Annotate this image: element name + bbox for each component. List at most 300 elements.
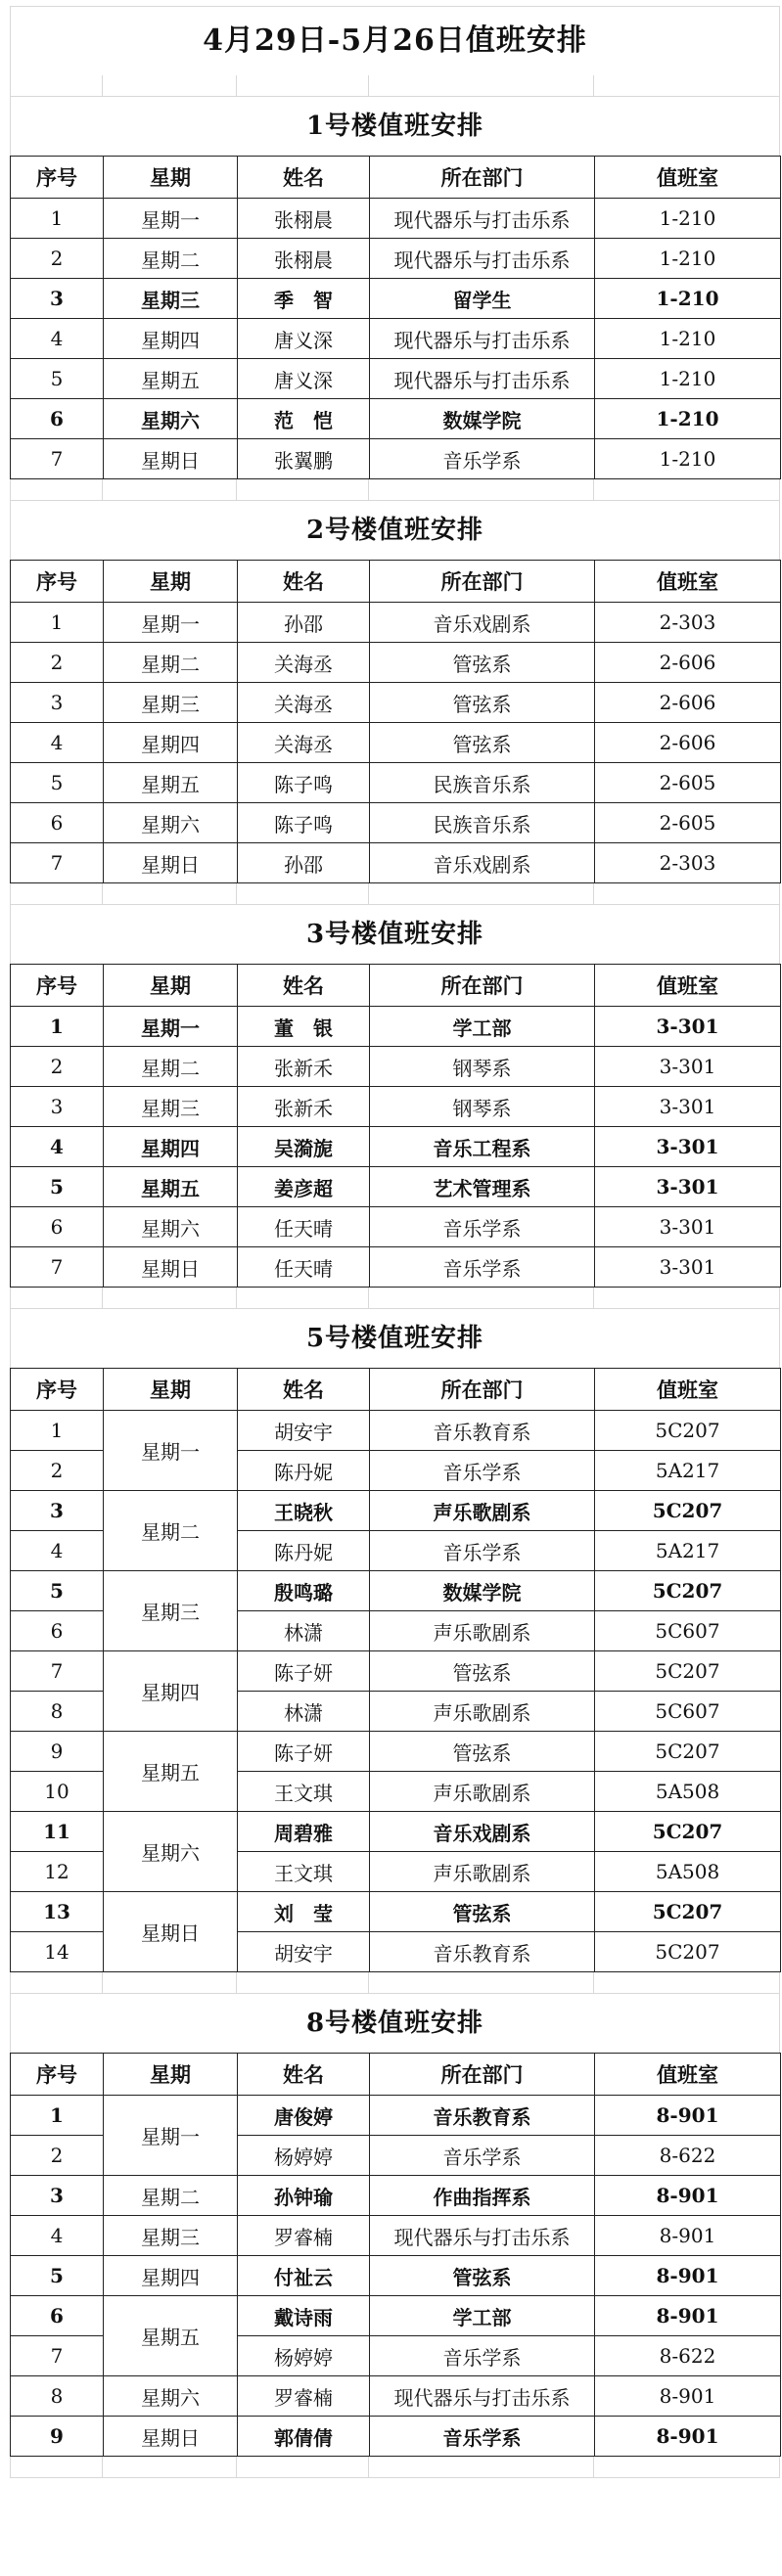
cell-department: 民族音乐系 — [370, 803, 595, 843]
header-index: 序号 — [11, 157, 104, 199]
cell-weekday: 星期日 — [104, 1247, 238, 1288]
cell-index: 10 — [11, 1772, 104, 1812]
cell-index: 9 — [11, 1732, 104, 1772]
table-row — [11, 1247, 781, 1288]
cell-name: 刘 莹 — [238, 1892, 370, 1932]
cell-name: 范 恺 — [238, 399, 370, 439]
table-header-row — [11, 157, 781, 199]
cell-department: 音乐戏剧系 — [370, 603, 595, 643]
cell-name: 任天晴 — [238, 1247, 370, 1288]
cell-duty-room: 2-605 — [595, 803, 781, 843]
cell-department: 音乐学系 — [370, 1451, 595, 1491]
cell-index: 4 — [11, 319, 104, 359]
cell-duty-room: 8-622 — [595, 2336, 781, 2376]
cell-department: 音乐工程系 — [370, 1127, 595, 1167]
cell-duty-room: 3-301 — [595, 1007, 781, 1047]
cell-department: 音乐学系 — [370, 2336, 595, 2376]
cell-department: 现代器乐与打击乐系 — [370, 2216, 595, 2256]
cell-department: 数媒学院 — [370, 1571, 595, 1611]
cell-name: 孙邵 — [238, 603, 370, 643]
table-header-row — [11, 2054, 781, 2096]
spacer-cell — [369, 75, 594, 97]
cell-index: 14 — [11, 1932, 104, 1972]
cell-weekday: 星期日 — [104, 1892, 238, 1972]
header-index: 序号 — [11, 2054, 104, 2096]
cell-name: 杨婷婷 — [238, 2336, 370, 2376]
cell-duty-room: 5A217 — [595, 1451, 781, 1491]
table-header-row — [11, 561, 781, 603]
cell-index: 8 — [11, 1692, 104, 1732]
table-row — [11, 319, 781, 359]
spacer-cell — [103, 883, 237, 905]
cell-index: 3 — [11, 1087, 104, 1127]
cell-duty-room: 1-210 — [595, 399, 781, 439]
cell-department: 音乐教育系 — [370, 1411, 595, 1451]
cell-weekday: 星期三 — [104, 1571, 238, 1651]
cell-name: 季 智 — [238, 279, 370, 319]
cell-name: 唐义深 — [238, 359, 370, 399]
cell-index: 4 — [11, 1531, 104, 1571]
cell-index: 6 — [11, 1611, 104, 1651]
table-row — [11, 2417, 781, 2457]
cell-duty-room: 2-605 — [595, 763, 781, 803]
table-row — [11, 399, 781, 439]
cell-duty-room: 2-303 — [595, 603, 781, 643]
cell-duty-room: 5C207 — [595, 1932, 781, 1972]
spacer-cell — [10, 1288, 103, 1309]
spacer-cell — [10, 883, 103, 905]
table-row — [11, 1892, 781, 1932]
cell-duty-room: 8-901 — [595, 2216, 781, 2256]
table-row — [11, 1167, 781, 1207]
table-row — [11, 1812, 781, 1852]
page-title: 4月29日-5月26日值班安排 — [10, 6, 780, 75]
table-row — [11, 2176, 781, 2216]
cell-department: 管弦系 — [370, 723, 595, 763]
spacer-cell — [10, 75, 103, 97]
header-weekday: 星期 — [104, 157, 238, 199]
cell-duty-room: 8-901 — [595, 2296, 781, 2336]
cell-index: 3 — [11, 683, 104, 723]
cell-department: 声乐歌剧系 — [370, 1611, 595, 1651]
section-spacer — [10, 479, 780, 501]
spacer-cell — [369, 2457, 594, 2478]
header-name: 姓名 — [238, 1369, 370, 1411]
table-row — [11, 723, 781, 763]
duty-schedule-sheet — [10, 6, 780, 2478]
building-section — [10, 1309, 780, 1994]
cell-department: 现代器乐与打击乐系 — [370, 2376, 595, 2417]
spacer-cell — [10, 2457, 103, 2478]
cell-department: 现代器乐与打击乐系 — [370, 239, 595, 279]
spacer-cell — [103, 1288, 237, 1309]
table-row — [11, 1047, 781, 1087]
cell-department: 作曲指挥系 — [370, 2176, 595, 2216]
cell-department: 现代器乐与打击乐系 — [370, 359, 595, 399]
cell-name: 罗睿楠 — [238, 2376, 370, 2417]
section-title: 8号楼值班安排 — [10, 1994, 780, 2053]
cell-index: 6 — [11, 1207, 104, 1247]
cell-department: 管弦系 — [370, 2256, 595, 2296]
cell-name: 王文琪 — [238, 1772, 370, 1812]
cell-name: 杨婷婷 — [238, 2136, 370, 2176]
cell-index: 7 — [11, 439, 104, 479]
cell-index: 7 — [11, 1651, 104, 1692]
cell-weekday: 星期三 — [104, 2216, 238, 2256]
section-title: 3号楼值班安排 — [10, 905, 780, 964]
cell-name: 陈丹妮 — [238, 1531, 370, 1571]
cell-index: 12 — [11, 1852, 104, 1892]
cell-duty-room: 3-301 — [595, 1127, 781, 1167]
cell-index: 1 — [11, 1007, 104, 1047]
cell-duty-room: 5C207 — [595, 1812, 781, 1852]
table-row — [11, 359, 781, 399]
cell-department: 音乐戏剧系 — [370, 1812, 595, 1852]
cell-name: 陈子鸣 — [238, 763, 370, 803]
header-department: 所在部门 — [370, 2054, 595, 2096]
cell-index: 1 — [11, 2096, 104, 2136]
cell-name: 张翼鹏 — [238, 439, 370, 479]
title-spacer — [10, 75, 780, 97]
cell-duty-room: 3-301 — [595, 1247, 781, 1288]
cell-name: 王文琪 — [238, 1852, 370, 1892]
cell-index: 4 — [11, 723, 104, 763]
header-department: 所在部门 — [370, 157, 595, 199]
cell-name: 张栩晨 — [238, 199, 370, 239]
cell-department: 声乐歌剧系 — [370, 1772, 595, 1812]
cell-department: 民族音乐系 — [370, 763, 595, 803]
cell-name: 关海丞 — [238, 723, 370, 763]
cell-department: 学工部 — [370, 2296, 595, 2336]
cell-name: 关海丞 — [238, 683, 370, 723]
header-name: 姓名 — [238, 157, 370, 199]
cell-index: 6 — [11, 2296, 104, 2336]
sections-container — [10, 75, 780, 2478]
cell-weekday: 星期二 — [104, 1047, 238, 1087]
table-row — [11, 763, 781, 803]
header-duty-room: 值班室 — [595, 157, 781, 199]
cell-weekday: 星期五 — [104, 1167, 238, 1207]
cell-weekday: 星期一 — [104, 199, 238, 239]
table-row — [11, 2376, 781, 2417]
duty-table — [10, 964, 781, 1288]
cell-department: 现代器乐与打击乐系 — [370, 199, 595, 239]
section-title: 1号楼值班安排 — [10, 97, 780, 156]
section-spacer — [10, 2457, 780, 2478]
header-department: 所在部门 — [370, 1369, 595, 1411]
cell-duty-room: 2-606 — [595, 643, 781, 683]
cell-department: 管弦系 — [370, 643, 595, 683]
cell-weekday: 星期二 — [104, 1491, 238, 1571]
cell-index: 3 — [11, 2176, 104, 2216]
cell-name: 郭倩倩 — [238, 2417, 370, 2457]
cell-department: 音乐学系 — [370, 1247, 595, 1288]
cell-name: 唐俊婷 — [238, 2096, 370, 2136]
cell-duty-room: 8-901 — [595, 2376, 781, 2417]
cell-weekday: 星期一 — [104, 1411, 238, 1491]
cell-weekday: 星期五 — [104, 359, 238, 399]
cell-department: 音乐学系 — [370, 439, 595, 479]
cell-duty-room: 2-606 — [595, 723, 781, 763]
building-section — [10, 1994, 780, 2478]
cell-index: 4 — [11, 1127, 104, 1167]
cell-weekday: 星期五 — [104, 763, 238, 803]
cell-index: 3 — [11, 1491, 104, 1531]
cell-duty-room: 8-901 — [595, 2176, 781, 2216]
table-row — [11, 239, 781, 279]
cell-duty-room: 1-210 — [595, 279, 781, 319]
cell-name: 胡安宇 — [238, 1932, 370, 1972]
table-header-row — [11, 965, 781, 1007]
table-row — [11, 1207, 781, 1247]
cell-department: 钢琴系 — [370, 1047, 595, 1087]
spacer-cell — [10, 1972, 103, 1994]
cell-index: 2 — [11, 2136, 104, 2176]
cell-department: 音乐戏剧系 — [370, 843, 595, 883]
table-row — [11, 279, 781, 319]
spacer-cell — [369, 1972, 594, 1994]
table-row — [11, 683, 781, 723]
cell-weekday: 星期六 — [104, 2376, 238, 2417]
cell-department: 管弦系 — [370, 1892, 595, 1932]
building-section — [10, 75, 780, 501]
cell-weekday: 星期日 — [104, 2417, 238, 2457]
duty-table — [10, 1368, 781, 1972]
cell-name: 董 银 — [238, 1007, 370, 1047]
cell-index: 3 — [11, 279, 104, 319]
cell-weekday: 星期四 — [104, 723, 238, 763]
cell-department: 学工部 — [370, 1007, 595, 1047]
cell-name: 张新禾 — [238, 1047, 370, 1087]
cell-weekday: 星期四 — [104, 1651, 238, 1732]
cell-duty-room: 3-301 — [595, 1207, 781, 1247]
header-weekday: 星期 — [104, 1369, 238, 1411]
cell-weekday: 星期四 — [104, 1127, 238, 1167]
cell-name: 张栩晨 — [238, 239, 370, 279]
spacer-cell — [237, 479, 369, 501]
cell-weekday: 星期四 — [104, 2256, 238, 2296]
cell-weekday: 星期一 — [104, 2096, 238, 2176]
table-row — [11, 803, 781, 843]
spacer-cell — [103, 479, 237, 501]
cell-name: 任天晴 — [238, 1207, 370, 1247]
cell-duty-room: 5A217 — [595, 1531, 781, 1571]
spacer-cell — [594, 479, 780, 501]
spacer-cell — [237, 883, 369, 905]
cell-name: 罗睿楠 — [238, 2216, 370, 2256]
header-weekday: 星期 — [104, 2054, 238, 2096]
cell-name: 林潇 — [238, 1692, 370, 1732]
spacer-cell — [237, 1972, 369, 1994]
cell-duty-room: 1-210 — [595, 359, 781, 399]
cell-name: 吴漪旎 — [238, 1127, 370, 1167]
cell-duty-room: 5C207 — [595, 1571, 781, 1611]
table-row — [11, 843, 781, 883]
table-row — [11, 1651, 781, 1692]
cell-index: 7 — [11, 1247, 104, 1288]
header-index: 序号 — [11, 561, 104, 603]
building-section — [10, 501, 780, 905]
cell-index: 11 — [11, 1812, 104, 1852]
header-index: 序号 — [11, 1369, 104, 1411]
cell-index: 13 — [11, 1892, 104, 1932]
cell-weekday: 星期六 — [104, 803, 238, 843]
cell-duty-room: 2-606 — [595, 683, 781, 723]
table-row — [11, 1732, 781, 1772]
cell-index: 2 — [11, 239, 104, 279]
cell-weekday: 星期二 — [104, 239, 238, 279]
header-weekday: 星期 — [104, 561, 238, 603]
cell-department: 音乐学系 — [370, 2136, 595, 2176]
section-spacer — [10, 1288, 780, 1309]
cell-index: 1 — [11, 1411, 104, 1451]
cell-name: 林潇 — [238, 1611, 370, 1651]
cell-department: 音乐教育系 — [370, 2096, 595, 2136]
cell-department: 音乐教育系 — [370, 1932, 595, 1972]
cell-department: 管弦系 — [370, 1651, 595, 1692]
cell-department: 现代器乐与打击乐系 — [370, 319, 595, 359]
spacer-cell — [594, 2457, 780, 2478]
cell-weekday: 星期六 — [104, 1812, 238, 1892]
spacer-cell — [237, 75, 369, 97]
cell-duty-room: 8-622 — [595, 2136, 781, 2176]
spacer-cell — [103, 1972, 237, 1994]
spacer-cell — [237, 2457, 369, 2478]
table-header-row — [11, 1369, 781, 1411]
section-title: 2号楼值班安排 — [10, 501, 780, 560]
cell-department: 管弦系 — [370, 683, 595, 723]
header-name: 姓名 — [238, 2054, 370, 2096]
spacer-cell — [369, 479, 594, 501]
cell-department: 钢琴系 — [370, 1087, 595, 1127]
header-duty-room: 值班室 — [595, 1369, 781, 1411]
table-row — [11, 603, 781, 643]
cell-weekday: 星期五 — [104, 2296, 238, 2376]
duty-table — [10, 2053, 781, 2457]
cell-name: 胡安宇 — [238, 1411, 370, 1451]
cell-index: 2 — [11, 1047, 104, 1087]
cell-duty-room: 5C607 — [595, 1692, 781, 1732]
cell-department: 艺术管理系 — [370, 1167, 595, 1207]
cell-department: 音乐学系 — [370, 2417, 595, 2457]
cell-index: 4 — [11, 2216, 104, 2256]
cell-duty-room: 3-301 — [595, 1047, 781, 1087]
table-row — [11, 2256, 781, 2296]
table-row — [11, 643, 781, 683]
cell-duty-room: 3-301 — [595, 1167, 781, 1207]
cell-index: 5 — [11, 2256, 104, 2296]
table-row — [11, 2296, 781, 2336]
cell-name: 孙钟瑜 — [238, 2176, 370, 2216]
table-row — [11, 1411, 781, 1451]
table-row — [11, 1571, 781, 1611]
duty-table — [10, 156, 781, 479]
cell-weekday: 星期三 — [104, 1087, 238, 1127]
cell-duty-room: 1-210 — [595, 319, 781, 359]
cell-index: 1 — [11, 199, 104, 239]
table-row — [11, 199, 781, 239]
cell-index: 6 — [11, 803, 104, 843]
cell-duty-room: 2-303 — [595, 843, 781, 883]
header-duty-room: 值班室 — [595, 965, 781, 1007]
cell-index: 8 — [11, 2376, 104, 2417]
cell-department: 管弦系 — [370, 1732, 595, 1772]
spacer-cell — [103, 2457, 237, 2478]
header-name: 姓名 — [238, 561, 370, 603]
cell-name: 周碧雅 — [238, 1812, 370, 1852]
cell-duty-room: 8-901 — [595, 2256, 781, 2296]
cell-index: 7 — [11, 2336, 104, 2376]
cell-duty-room: 1-210 — [595, 199, 781, 239]
cell-index: 5 — [11, 1167, 104, 1207]
cell-weekday: 星期一 — [104, 1007, 238, 1047]
cell-weekday: 星期三 — [104, 683, 238, 723]
cell-name: 孙邵 — [238, 843, 370, 883]
cell-duty-room: 5C207 — [595, 1411, 781, 1451]
cell-duty-room: 8-901 — [595, 2417, 781, 2457]
cell-weekday: 星期日 — [104, 843, 238, 883]
section-spacer — [10, 1972, 780, 1994]
section-spacer — [10, 883, 780, 905]
header-weekday: 星期 — [104, 965, 238, 1007]
header-duty-room: 值班室 — [595, 561, 781, 603]
table-row — [11, 1007, 781, 1047]
cell-duty-room: 1-210 — [595, 239, 781, 279]
cell-duty-room: 5C207 — [595, 1491, 781, 1531]
cell-duty-room: 3-301 — [595, 1087, 781, 1127]
cell-name: 姜彦超 — [238, 1167, 370, 1207]
cell-duty-room: 5C207 — [595, 1892, 781, 1932]
header-duty-room: 值班室 — [595, 2054, 781, 2096]
table-row — [11, 2096, 781, 2136]
cell-department: 声乐歌剧系 — [370, 1491, 595, 1531]
spacer-cell — [594, 75, 780, 97]
cell-index: 5 — [11, 763, 104, 803]
cell-weekday: 星期六 — [104, 1207, 238, 1247]
cell-name: 陈子妍 — [238, 1732, 370, 1772]
cell-department: 留学生 — [370, 279, 595, 319]
cell-weekday: 星期二 — [104, 643, 238, 683]
cell-name: 唐义深 — [238, 319, 370, 359]
cell-name: 王晓秋 — [238, 1491, 370, 1531]
cell-duty-room: 5A508 — [595, 1772, 781, 1812]
cell-name: 付祉云 — [238, 2256, 370, 2296]
section-title: 5号楼值班安排 — [10, 1309, 780, 1368]
cell-weekday: 星期日 — [104, 439, 238, 479]
table-row — [11, 1087, 781, 1127]
cell-index: 6 — [11, 399, 104, 439]
cell-name: 陈子妍 — [238, 1651, 370, 1692]
spacer-cell — [10, 479, 103, 501]
cell-index: 5 — [11, 359, 104, 399]
cell-department: 音乐学系 — [370, 1531, 595, 1571]
cell-duty-room: 1-210 — [595, 439, 781, 479]
cell-duty-room: 5C607 — [595, 1611, 781, 1651]
table-row — [11, 1491, 781, 1531]
cell-duty-room: 5C207 — [595, 1732, 781, 1772]
cell-weekday: 星期五 — [104, 1732, 238, 1812]
cell-name: 陈丹妮 — [238, 1451, 370, 1491]
table-row — [11, 2216, 781, 2256]
cell-name: 陈子鸣 — [238, 803, 370, 843]
cell-weekday: 星期一 — [104, 603, 238, 643]
spacer-cell — [103, 75, 237, 97]
spacer-cell — [594, 1972, 780, 1994]
cell-duty-room: 8-901 — [595, 2096, 781, 2136]
cell-name: 关海丞 — [238, 643, 370, 683]
cell-weekday: 星期二 — [104, 2176, 238, 2216]
cell-index: 1 — [11, 603, 104, 643]
